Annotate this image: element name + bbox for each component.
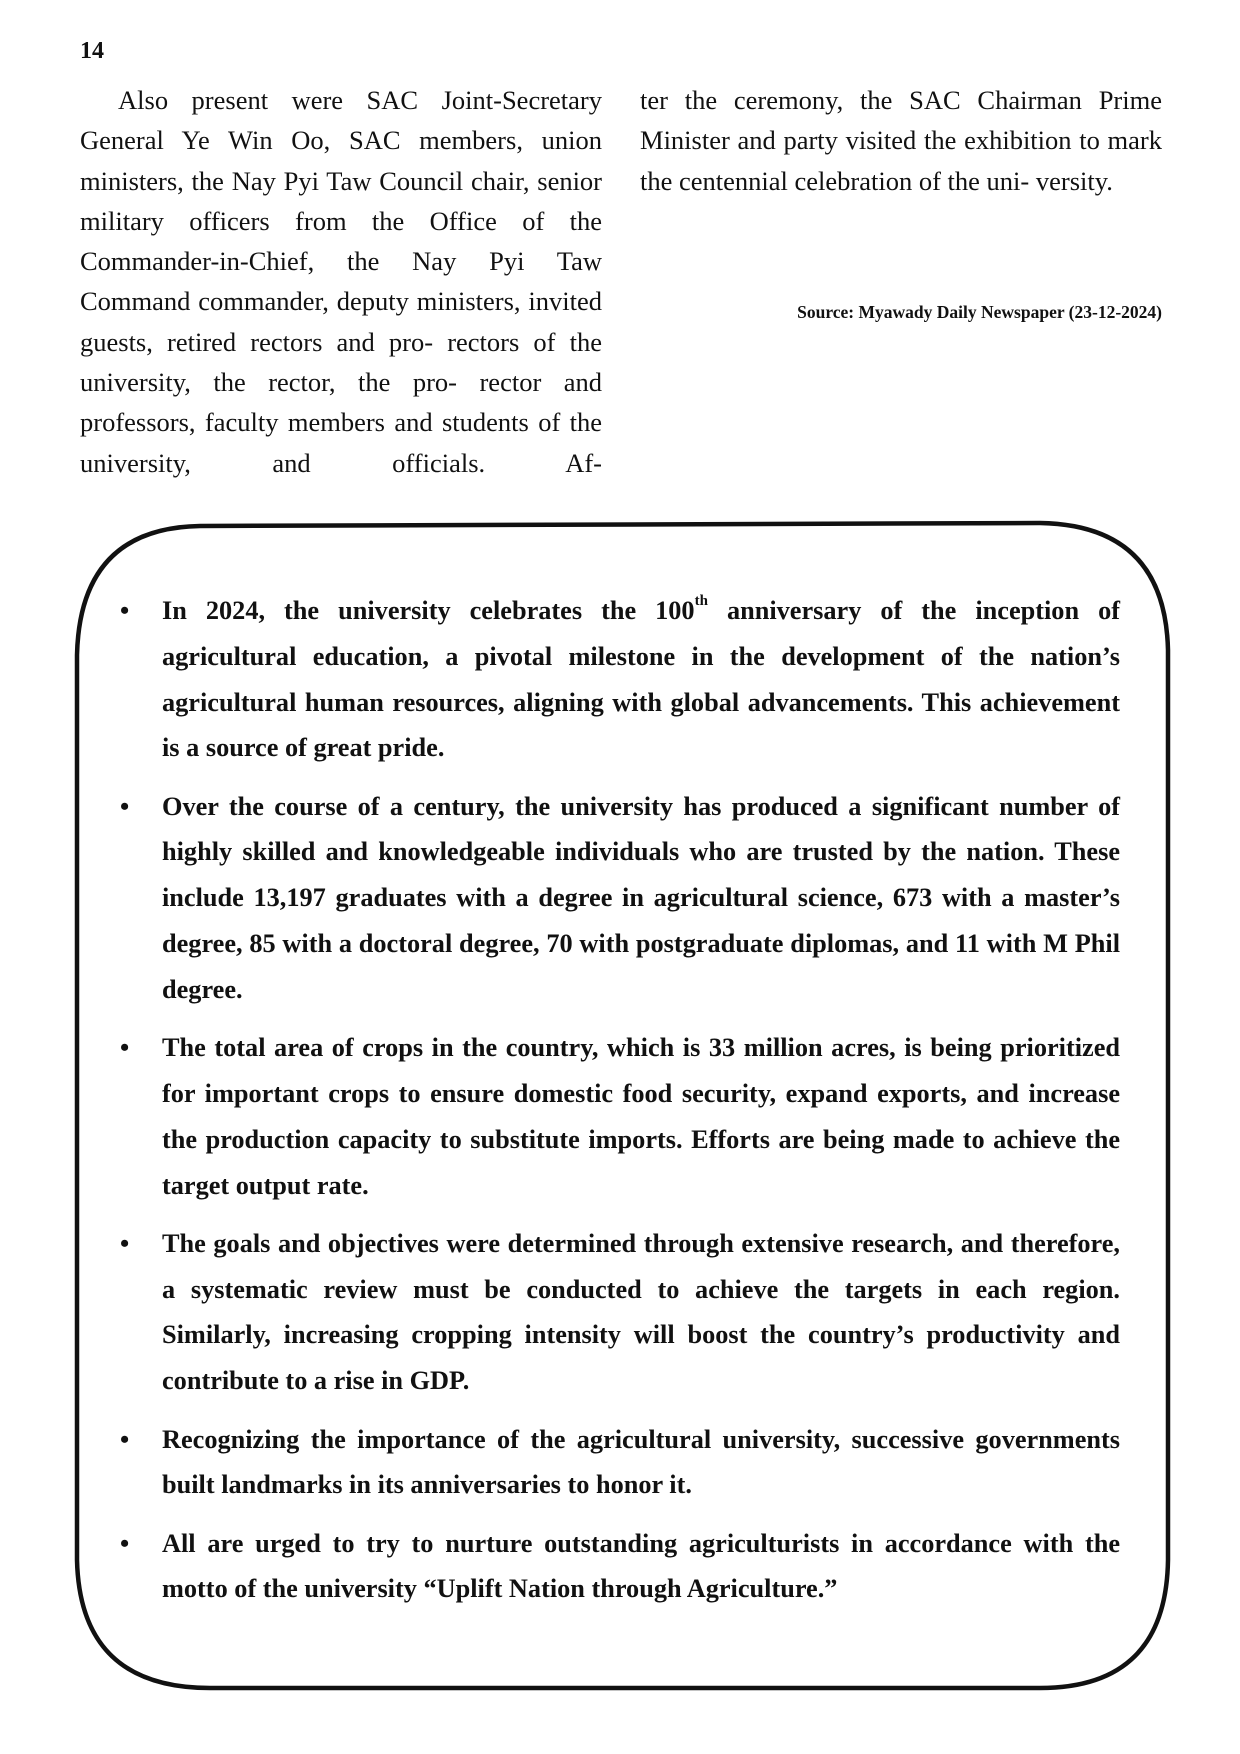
bullet-icon: • xyxy=(120,596,130,625)
highlight-item-3-text: The total area of crops in the country, which is 33 million acres, is being prioritized for important crops to ensure domestic food security, expand exports, and increase the production capacity to substitute imports. Efforts are being made to achieve the target output rate. xyxy=(162,1033,1120,1200)
source-credit: Source: Myawady Daily Newspaper (23-12-2024) xyxy=(797,302,1162,322)
right-line-2: Minister and party visited the exhibition to xyxy=(640,125,1100,156)
left-line-10: students of the university, and officials. Af- xyxy=(80,407,602,478)
highlight-item-1-text-a: In 2024, the university celebrates the 100 xyxy=(162,596,695,625)
highlight-item-6 xyxy=(120,1521,1120,1613)
left-line-8: rectors of the university, the rector, the pro- xyxy=(80,326,602,398)
highlights-list xyxy=(120,588,1120,1612)
ordinal-superscript: th xyxy=(694,593,708,609)
highlight-item-6-text: All are urged to try to nurture outstanding agriculturists in accordance with the motto of the university “Uplift Nation through Agriculture.” xyxy=(162,1528,1120,1604)
page-number: 14 xyxy=(80,38,104,64)
left-line-3: ministers, the Nay Pyi Taw Council chair, xyxy=(80,165,530,196)
highlight-item-4 xyxy=(120,1221,1120,1404)
left-line-1: Also present were SAC Joint-Secretary xyxy=(118,85,602,115)
highlight-item-2-text: Over the course of a century, the university has produced a significant number of highly skilled and knowledgeable individuals who are trusted by the nation. These include 13,197 graduates with a degree in agricultural science, 673 with a master’s degree, 85 with a doctoral degree, 70 with postgraduate diplomas, and 11 with M Phil degree. xyxy=(162,791,1120,1004)
article-right-column xyxy=(640,80,1162,201)
highlight-item-1 xyxy=(120,588,1120,771)
highlight-item-1-text-b: anniversary of the inception of agricultural education, a pivotal milestone in the development of the nation’s agricultural human resources, aligning with global advancements. This achievement is a source of great pride. xyxy=(162,596,1121,763)
highlight-item-5 xyxy=(120,1417,1120,1509)
bullet-icon: • xyxy=(120,1228,130,1258)
bullet-icon: • xyxy=(120,1424,130,1454)
right-line-1: ter the ceremony, the SAC Chairman Prime xyxy=(640,85,1162,115)
article-left-column xyxy=(80,80,602,483)
highlights-box xyxy=(120,588,1120,1625)
bullet-icon: • xyxy=(120,1033,130,1063)
left-line-2: General Ye Win Oo, SAC members, union xyxy=(80,125,602,156)
highlight-item-4-text: The goals and objectives were determined through extensive research, and therefore, a systematic review must be conducted to achieve the targets in each region. Similarly, increasing cropping intensity will boost the country’s productivity and contribute to a rise in GDP. xyxy=(162,1228,1120,1396)
highlight-item-3 xyxy=(120,1025,1120,1208)
left-line-9: rector and professors, faculty members and xyxy=(80,367,602,438)
right-line-4: versity. xyxy=(1035,165,1113,196)
bullet-icon: • xyxy=(120,791,130,821)
bullet-icon: • xyxy=(120,1528,130,1558)
highlight-item-5-text: Recognizing the importance of the agricultural university, successive governments built landmarks in its anniversaries to honor it. xyxy=(162,1424,1120,1500)
left-line-4: senior military officers from the Office of xyxy=(80,165,603,236)
right-line-3: mark the centennial celebration of the uni- xyxy=(640,125,1162,196)
left-line-6: Command commander, deputy ministers, xyxy=(80,286,521,317)
left-line-7: invited guests, retired rectors and pro- xyxy=(80,286,602,357)
left-line-5: the Commander-in-Chief, the Nay Pyi Taw xyxy=(80,205,603,277)
highlight-item-2 xyxy=(120,784,1120,1013)
